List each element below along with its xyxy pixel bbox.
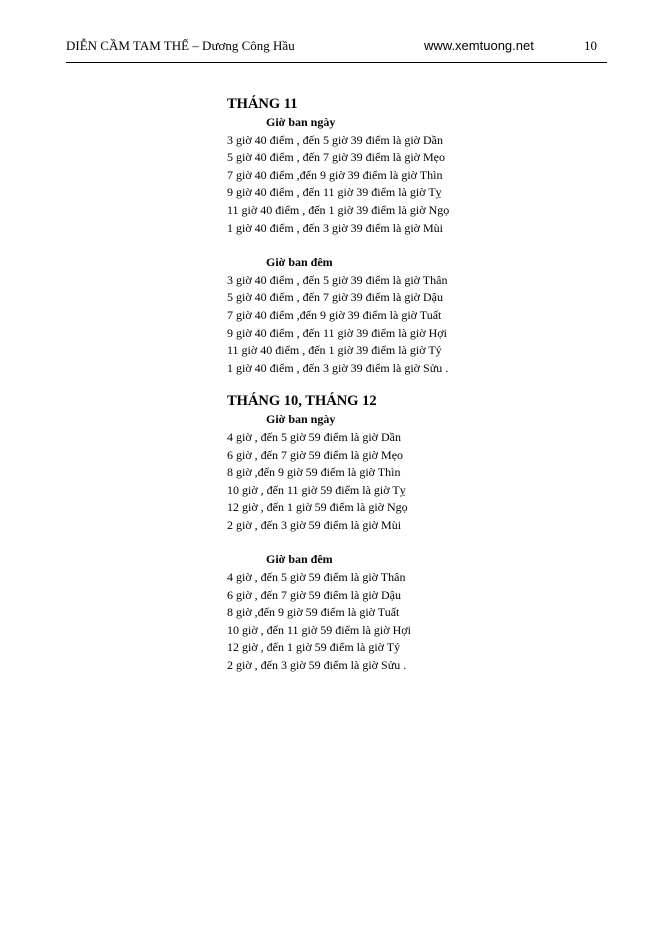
day-hours-heading: Giờ ban ngày [266, 115, 336, 129]
list-item: 3 giờ 40 điểm , đến 5 giờ 39 điểm là giờ Dần [227, 132, 444, 147]
list-item: 8 giờ ,đến 9 giờ 59 điểm là giờ Tuất [227, 605, 400, 620]
spacer [227, 534, 627, 551]
spacer [227, 237, 627, 254]
list-item: 3 giờ 40 điểm , đến 5 giờ 39 điểm là giờ Thân [227, 272, 448, 287]
list-item: 7 giờ 40 điểm ,đến 9 giờ 39 điểm là giờ Tuất [227, 307, 442, 322]
section-title: THÁNG 11 [227, 96, 298, 112]
list-item: 1 giờ 40 điểm , đến 3 giờ 39 điểm là giờ Mùi [227, 220, 444, 235]
day-hours-list [227, 429, 627, 535]
page-content [227, 94, 627, 675]
list-item: 12 giờ , đến 1 giờ 59 điểm là giờ Ngọ [227, 500, 408, 515]
section-thang-10-12 [227, 391, 627, 674]
list-item: 4 giờ , đến 5 giờ 59 điểm là giờ Thân [227, 570, 406, 585]
list-item: 6 giờ , đến 7 giờ 59 điểm là giờ Dậu [227, 587, 402, 602]
list-item: 9 giờ 40 điểm , đến 11 giờ 39 điểm là giờ Tỵ [227, 185, 442, 200]
list-item: 8 giờ ,đến 9 giờ 59 điểm là giờ Thìn [227, 465, 401, 480]
day-hours-list [227, 132, 627, 238]
night-hours-heading: Giờ ban đêm [266, 255, 333, 270]
page-header [66, 38, 607, 60]
header-divider [66, 62, 607, 63]
document-title: DIỄN CẦM TAM THẾ – Dương Công Hầu [66, 38, 295, 53]
section-title: THÁNG 10, THÁNG 12 [227, 393, 377, 410]
night-hours-heading: Giờ ban đêm [266, 552, 333, 567]
list-item: 11 giờ 40 điểm , đến 1 giờ 39 điểm là giờ Tý [227, 343, 442, 358]
spacer [227, 377, 627, 391]
list-item: 5 giờ 40 điểm , đến 7 giờ 39 điểm là giờ Dậu [227, 290, 444, 305]
list-item: 2 giờ , đến 3 giờ 59 điểm là giờ Sửu . [227, 658, 407, 673]
day-hours-heading: Giờ ban ngày [266, 412, 336, 427]
page-number: 10 [584, 38, 597, 53]
list-item: 4 giờ , đến 5 giờ 59 điểm là giờ Dần [227, 429, 402, 444]
website-link[interactable]: www.xemtuong.net [424, 38, 534, 53]
section-thang-11 [227, 94, 627, 377]
list-item: 10 giờ , đến 11 giờ 59 điểm là giờ Hợi [227, 622, 411, 637]
list-item: 7 giờ 40 điểm ,đến 9 giờ 39 điểm là giờ Thìn [227, 167, 443, 182]
night-hours-list [227, 569, 627, 675]
list-item: 11 giờ 40 điểm , đến 1 giờ 39 điểm là giờ Ngọ [227, 202, 450, 217]
list-item: 6 giờ , đến 7 giờ 59 điểm là giờ Mẹo [227, 447, 404, 462]
list-item: 1 giờ 40 điểm , đến 3 giờ 39 điểm là giờ Sửu . [227, 360, 449, 375]
list-item: 12 giờ , đến 1 giờ 59 điểm là giờ Tý [227, 640, 401, 655]
list-item: 5 giờ 40 điểm , đến 7 giờ 39 điểm là giờ Mẹo [227, 150, 446, 165]
list-item: 9 giờ 40 điểm , đến 11 giờ 39 điểm là giờ Hợi [227, 325, 447, 340]
night-hours-list [227, 272, 627, 378]
list-item: 10 giờ , đến 11 giờ 59 điểm là giờ Tỵ [227, 482, 406, 497]
list-item: 2 giờ , đến 3 giờ 59 điểm là giờ Mùi [227, 517, 402, 532]
